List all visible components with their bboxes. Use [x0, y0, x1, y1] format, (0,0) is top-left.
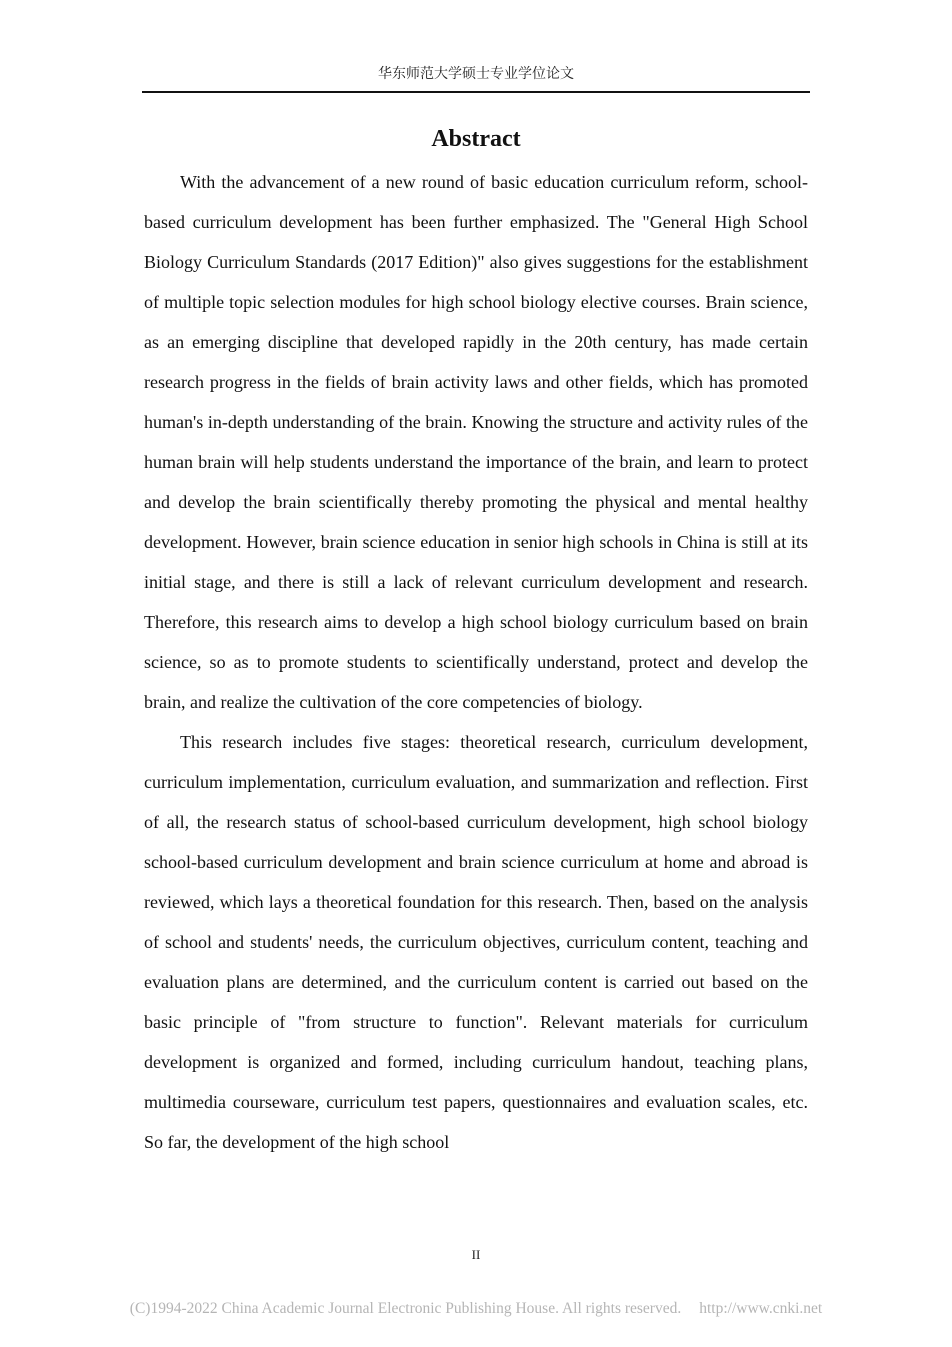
copyright-notice: (C)1994-2022 China Academic Journal Electronic Publishing House. All rights reserved. — [129, 1300, 682, 1317]
header-rule — [142, 91, 810, 93]
abstract-body — [144, 162, 808, 1162]
abstract-paragraph-2: This research includes five stages: theoretical research, curriculum development, curriculum implementation, curriculum evaluation, and summarization and reflection. First of all, the research status of school-based curriculum development, high school biology school-based curriculum development and brain science curriculum at home and abroad is reviewed, which lays a theoretical foundation for this research. Then, based on the analysis of school and students' needs, the curriculum objectives, curriculum content, teaching and evaluation plans are determined, and the curriculum content is carried out based on the basic principle of "from structure to function". Relevant materials for curriculum development is organized and formed, including curriculum handout, teaching plans, multimedia courseware, curriculum test papers, questionnaires and evaluation scales, etc. So far, the development of the high school — [144, 732, 808, 1152]
copyright-footer — [0, 1299, 952, 1319]
cnki-url: http://www.cnki.net — [699, 1300, 823, 1317]
abstract-title: Abstract — [431, 126, 521, 152]
page-number: II — [471, 1247, 481, 1262]
running-header: 华东师范大学硕士专业学位论文 — [378, 67, 574, 82]
abstract-paragraph-1: With the advancement of a new round of basic education curriculum reform, school-based curriculum development has been further emphasized. The "General High School Biology Curriculum Standards (2017 Edition)" also gives suggestions for the establishment of multiple topic selection modules for high school biology elective courses. Brain science, as an emerging discipline that developed rapidly in the 20th century, has made certain research progress in the fields of brain activity laws and other fields, which has promoted human's in-depth understanding of the brain. Knowing the structure and activity rules of the human brain will help students understand the importance of the brain, and learn to protect and develop the brain scientifically thereby promoting the physical and mental healthy development. However, brain science education in senior high schools in China is still at its initial stage, and there is still a lack of relevant curriculum development and research. Therefore, this research aims to develop a high school biology curriculum based on brain science, so as to promote students to scientifically understand, protect and develop the brain, and realize the cultivation of the core competencies of biology. — [144, 172, 808, 712]
